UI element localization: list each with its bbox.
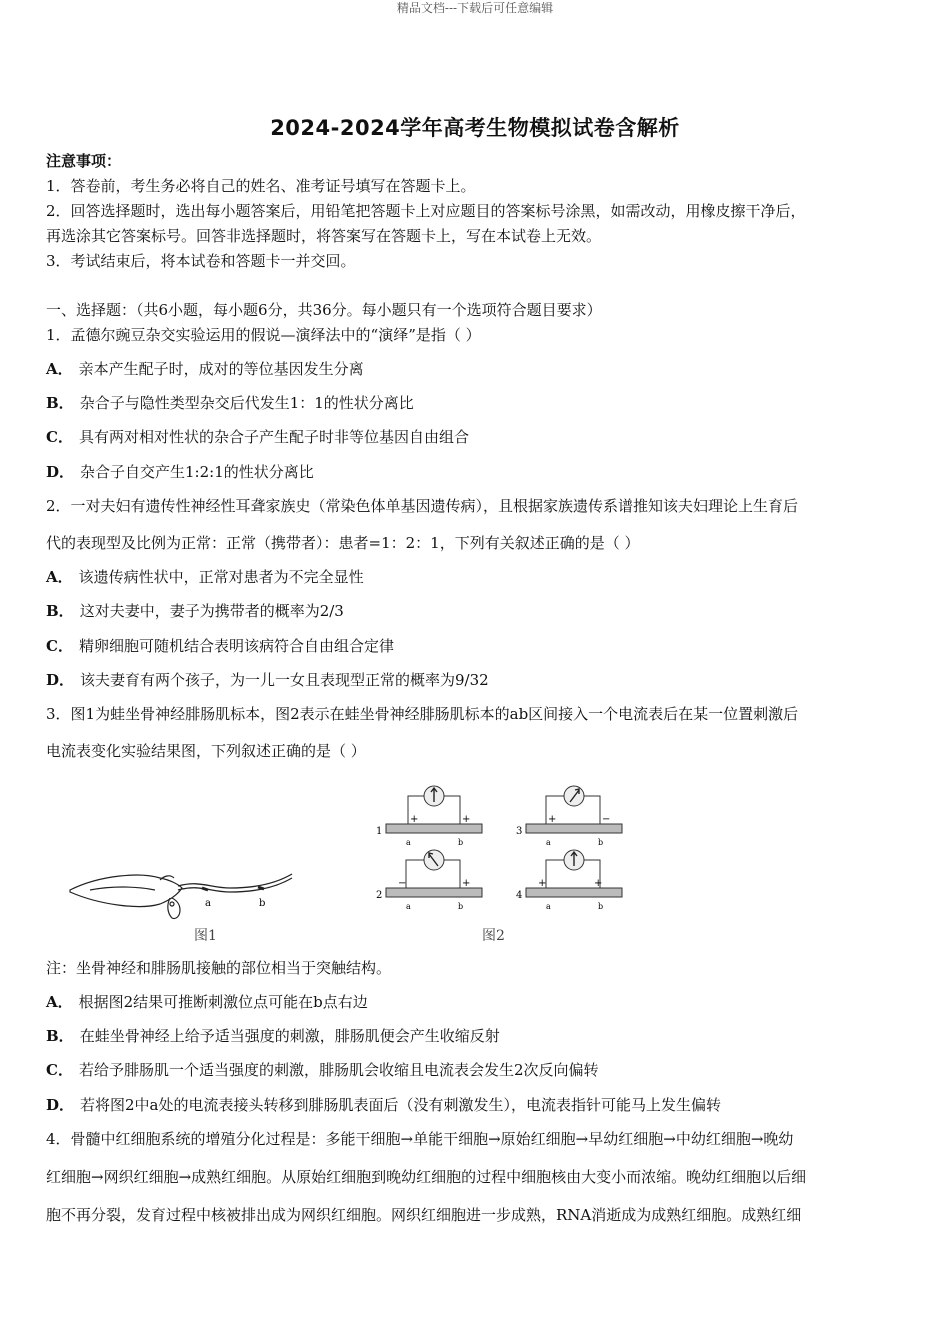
fig1-caption: 图1	[194, 928, 217, 944]
sciatic-nerve	[178, 874, 292, 892]
panel-2	[376, 850, 482, 911]
option-text: 精卵细胞可随机结合表明该病符合自由组合定律	[78, 637, 394, 655]
figure-2	[370, 782, 640, 948]
option-key: A．	[46, 360, 73, 378]
panel-4	[516, 850, 622, 911]
nerve-strip	[526, 824, 622, 833]
lead-sign: +	[538, 878, 547, 889]
question-1-stem: 1．孟德尔豌豆杂交实验运用的假说—演绎法中的“演绎”是指（ ）	[46, 326, 481, 344]
question-3-note: 注：坐骨神经和腓肠肌接触的部位相当于突触结构。	[46, 959, 392, 977]
question-3-stem: 3．图1为蛙坐骨神经腓肠肌标本，图2表示在蛙坐骨神经腓肠肌标本的ab区间接入一个电流表后在某一位置刺激后	[46, 705, 799, 723]
option-key: A．	[46, 993, 73, 1011]
nerve-strip	[526, 888, 622, 897]
panel-1	[376, 786, 482, 847]
option-key: C．	[46, 428, 73, 446]
lead-sign: +	[462, 878, 471, 889]
question-3-option-b	[46, 1026, 500, 1046]
page-title: 2024-2024学年高考生物模拟试卷含解析	[270, 116, 680, 140]
question-4-stem: 4．骨髓中红细胞系统的增殖分化过程是：多能干细胞→单能干细胞→原始红细胞→早幼红细胞→中幼红细胞→晚幼	[46, 1130, 794, 1148]
option-key: D．	[46, 463, 75, 481]
option-key: A．	[46, 568, 73, 586]
lead-sign: −	[398, 878, 407, 889]
figure-1	[60, 850, 310, 950]
lead-sign: +	[410, 814, 419, 825]
point-label: a	[406, 902, 411, 911]
option-text: 亲本产生配子时，成对的等位基因发生分离	[78, 360, 364, 378]
option-text: 根据图2结果可推断刺激位点可能在b点右边	[78, 993, 368, 1011]
fig1-label-a: a	[205, 898, 211, 909]
option-key: D．	[46, 1096, 75, 1114]
question-1-option-a	[46, 359, 364, 379]
question-1-option-b	[46, 393, 414, 413]
panel-number: 1	[376, 826, 383, 837]
lead-sign: −	[602, 814, 611, 825]
lead-sign: +	[548, 814, 557, 825]
point-label: a	[546, 902, 551, 911]
notice-item: 再选涂其它答案标号。回答非选择题时，将答案写在答题卡上，写在本试卷上无效。	[46, 227, 602, 245]
point-label: b	[458, 838, 464, 847]
section-heading: 一、选择题：（共6小题，每小题6分，共36分。每小题只有一个选项符合题目要求）	[46, 301, 602, 319]
question-3-option-d	[46, 1095, 721, 1115]
question-2-option-a	[46, 567, 364, 587]
header-note: 精品文档---下载后可任意编辑	[396, 1, 554, 15]
lead-sign: +	[462, 814, 471, 825]
point-label: b	[598, 838, 604, 847]
option-text: 在蛙坐骨神经上给予适当强度的刺激，腓肠肌便会产生收缩反射	[79, 1027, 500, 1045]
question-4-stem: 胞不再分裂，发育过程中核被排出成为网织红细胞。网织红细胞进一步成熟，RNA消逝成为成熟红细胞。成熟红细	[46, 1206, 802, 1224]
option-text: 这对夫妻中，妻子为携带者的概率为2/3	[79, 602, 344, 620]
question-4-stem: 红细胞→网织红细胞→成熟红细胞。从原始红细胞到晚幼红细胞的过程中细胞核由大变小而浓缩。晚幼红细胞以后细	[46, 1168, 807, 1186]
option-text: 杂合子自交产生1:2:1的性状分离比	[80, 463, 314, 481]
point-label: b	[458, 902, 464, 911]
lead-sign: +	[594, 878, 603, 889]
question-2-option-b	[46, 601, 344, 621]
option-key: C．	[46, 637, 73, 655]
gastrocnemius-muscle	[70, 875, 182, 906]
panel-number: 3	[516, 826, 523, 837]
question-1-option-c	[46, 427, 469, 447]
option-text: 该夫妻育有两个孩子，为一儿一女且表现型正常的概率为9/32	[80, 671, 489, 689]
fig1-label-b: b	[259, 898, 266, 909]
question-3-stem: 电流表变化实验结果图，下列叙述正确的是（ ）	[46, 742, 366, 760]
question-2-stem: 2．一对夫妇有遗传性神经性耳聋家族史（常染色体单基因遗传病），且根据家族遗传系谱推知该夫妇理论上生育后	[46, 497, 799, 515]
point-label: a	[406, 838, 411, 847]
fig2-caption: 图2	[482, 928, 505, 944]
question-2-stem: 代的表现型及比例为正常：正常（携带者）：患者=1：2：1，下列有关叙述正确的是（ ）	[46, 534, 640, 552]
nerve-strip	[386, 888, 482, 897]
option-key: B．	[46, 394, 74, 412]
option-key: B．	[46, 1027, 74, 1045]
option-text: 若给予腓肠肌一个适当强度的刺激，腓肠肌会收缩且电流表会发生2次反向偏转	[78, 1061, 599, 1079]
question-2-option-c	[46, 636, 394, 656]
question-2-option-d	[46, 670, 489, 690]
option-text: 若将图2中a处的电流表接头转移到腓肠肌表面后（没有刺激发生），电流表指针可能马上发生偏转	[80, 1096, 722, 1114]
option-text: 具有两对相对性状的杂合子产生配子时非等位基因自由组合	[78, 428, 469, 446]
question-3-option-a	[46, 992, 368, 1012]
option-key: B．	[46, 602, 74, 620]
option-key: D．	[46, 671, 75, 689]
point-label: b	[598, 902, 604, 911]
notice-item: 1．答卷前，考生务必将自己的姓名、准考证号填写在答题卡上。	[46, 177, 476, 195]
femur-bone	[168, 898, 180, 919]
option-text: 杂合子与隐性类型杂交后代发生1：1的性状分离比	[79, 394, 414, 412]
option-key: C．	[46, 1061, 73, 1079]
option-text: 该遗传病性状中，正常对患者为不完全显性	[78, 568, 364, 586]
notice-heading: 注意事项：	[46, 152, 122, 170]
panel-number: 2	[376, 890, 383, 901]
nerve-strip	[386, 824, 482, 833]
notice-item: 2．回答选择题时，选出每小题答案后，用铅笔把答题卡上对应题目的答案标号涂黑，如需改动，用橡皮擦干净后，	[46, 202, 806, 220]
notice-item: 3．考试结束后，将本试卷和答题卡一并交回。	[46, 252, 356, 270]
panel-number: 4	[516, 890, 523, 901]
panel-3	[516, 786, 622, 847]
question-1-option-d	[46, 462, 314, 482]
point-label: a	[546, 838, 551, 847]
question-3-option-c	[46, 1060, 599, 1080]
